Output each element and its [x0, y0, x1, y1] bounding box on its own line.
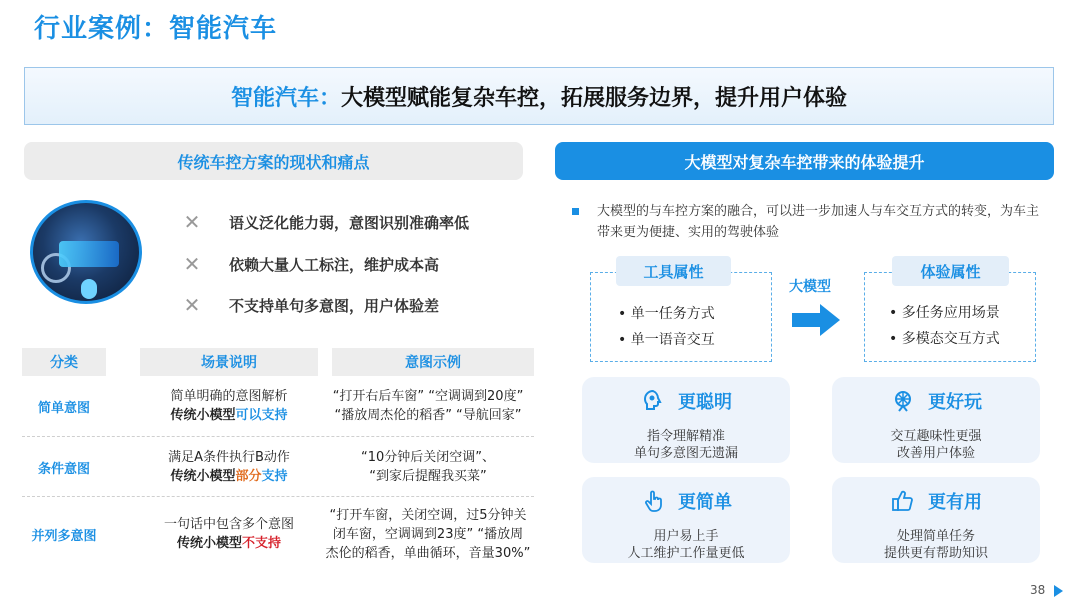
row-scene [140, 387, 318, 425]
scene-prefix: 传统小模型 [176, 536, 242, 551]
next-page-icon[interactable] [1054, 585, 1063, 597]
experience-attribute-item: • 多模态交互方式 [889, 331, 1000, 347]
pain-point-item [180, 252, 439, 276]
tool-attribute-item: • 单一语音交互 [618, 332, 715, 348]
scene-line: 满足A条件执行B动作 [168, 450, 290, 465]
right-header-label: 大模型对复杂车控带来的体验提升 [684, 152, 925, 172]
benefit-card-more-useful [832, 477, 1040, 563]
scene-support [140, 467, 318, 486]
card-title: 更好玩 [832, 388, 1040, 414]
benefit-card-simpler [582, 477, 790, 563]
scene-support [140, 534, 318, 553]
dashboard-screen-shape [59, 241, 119, 267]
microphone-icon [81, 279, 97, 299]
arrow-right-icon [792, 313, 822, 327]
scene-line: 一句话中包含多个意图 [163, 517, 294, 532]
row-category: 并列多意图 [31, 529, 97, 544]
example-line: 杰伦的稻香，单曲循环，音量30%” [325, 546, 531, 561]
cross-icon: ✕ [183, 293, 201, 317]
experience-attribute-item: • 多任务应用场景 [889, 305, 1000, 321]
banner-text [231, 81, 847, 112]
card-title: 更聪明 [582, 388, 790, 414]
experience-attributes-title: 体验属性 [892, 256, 1009, 286]
scene-line: 简单明确的意图解析 [170, 389, 288, 404]
card-line: 改善用户体验 [896, 446, 975, 461]
large-model-label: 大模型 [789, 279, 831, 295]
card-title: 更有用 [832, 488, 1040, 514]
example-line: “打开车窗，关闭空调，过5分钟关 [329, 508, 527, 523]
row-divider [22, 496, 534, 497]
row-example [317, 387, 539, 425]
benefit-card-more-fun [832, 377, 1040, 463]
example-line: 闭车窗，空调调到23度” “播放周 [332, 527, 524, 542]
car-dashboard-voice-image [30, 200, 142, 304]
example-line: “打开右后车窗” “空调调到20度” [332, 389, 524, 404]
row-scene [140, 515, 318, 553]
benefit-card-smarter [582, 377, 790, 463]
pain-point-text: 不支持单句多意图，用户体验差 [229, 296, 440, 315]
row-example [317, 448, 539, 486]
scene-prefix: 传统小模型 [170, 469, 236, 484]
banner-main: 大模型赋能复杂车控，拓展服务边界，提升用户体验 [341, 85, 848, 111]
row-scene [140, 448, 318, 486]
headline-banner [24, 67, 1054, 125]
example-line: “10分钟后关闭空调”、 [360, 450, 495, 465]
page-title: 行业案例：智能汽车 [34, 14, 278, 44]
cross-icon: ✕ [183, 210, 201, 234]
card-line: 人工维护工作量更低 [627, 546, 745, 561]
table-row [22, 378, 534, 434]
banner-accent: 智能汽车： [230, 85, 341, 111]
tool-attribute-item: • 单一任务方式 [618, 306, 715, 322]
page-number: 38 [1030, 583, 1046, 597]
cross-icon: ✕ [183, 252, 201, 276]
right-section-header [555, 142, 1054, 180]
table-header-example: 意图示例 [332, 348, 534, 376]
bullet-square-icon [572, 208, 579, 215]
arrow-right-icon-head [820, 304, 840, 336]
pain-point-text: 依赖大量人工标注，维护成本高 [229, 255, 440, 274]
card-title: 更简单 [582, 488, 790, 514]
card-line: 提供更有帮助知识 [883, 546, 988, 561]
tap-hand-icon [640, 488, 666, 514]
row-category: 条件意图 [37, 462, 90, 477]
card-line: 指令理解精准 [646, 429, 725, 444]
table-header-scene: 场景说明 [140, 348, 318, 376]
scene-highlight: 不支持 [242, 536, 282, 551]
scene-suffix: 支持 [261, 469, 288, 484]
pain-point-item [180, 210, 469, 234]
example-line: “到家后提醒我买菜” [369, 469, 487, 484]
card-line: 交互趣味性更强 [890, 429, 982, 444]
thumbs-up-icon [890, 488, 916, 514]
table-row [22, 498, 534, 578]
row-category: 简单意图 [37, 401, 90, 416]
table-row [22, 438, 534, 496]
scene-support [140, 406, 318, 425]
ferris-wheel-icon [890, 388, 916, 414]
intro-text: 大模型的与车控方案的融合，可以进一步加速人与车交互方式的转变，为车主带来更为便捷、实用的驾驶体验 [597, 204, 1040, 240]
scene-prefix: 传统小模型 [170, 408, 236, 423]
row-example [317, 506, 539, 563]
row-divider [22, 436, 534, 437]
tool-attributes-title: 工具属性 [616, 256, 731, 286]
scene-highlight: 可以支持 [235, 408, 288, 423]
brain-head-icon [640, 388, 666, 414]
example-line: “播放周杰伦的稻香” “导航回家” [334, 408, 522, 423]
card-line: 处理简单任务 [896, 529, 975, 544]
scene-highlight: 部分 [235, 469, 262, 484]
table-header-category: 分类 [22, 348, 106, 376]
card-line: 用户易上手 [653, 529, 719, 544]
pain-point-text: 语义泛化能力弱，意图识别准确率低 [229, 213, 470, 232]
pain-point-item [180, 293, 439, 317]
card-line: 单句多意图无遗漏 [633, 446, 738, 461]
left-header-label: 传统车控方案的现状和痛点 [177, 152, 370, 172]
left-section-header [24, 142, 523, 180]
